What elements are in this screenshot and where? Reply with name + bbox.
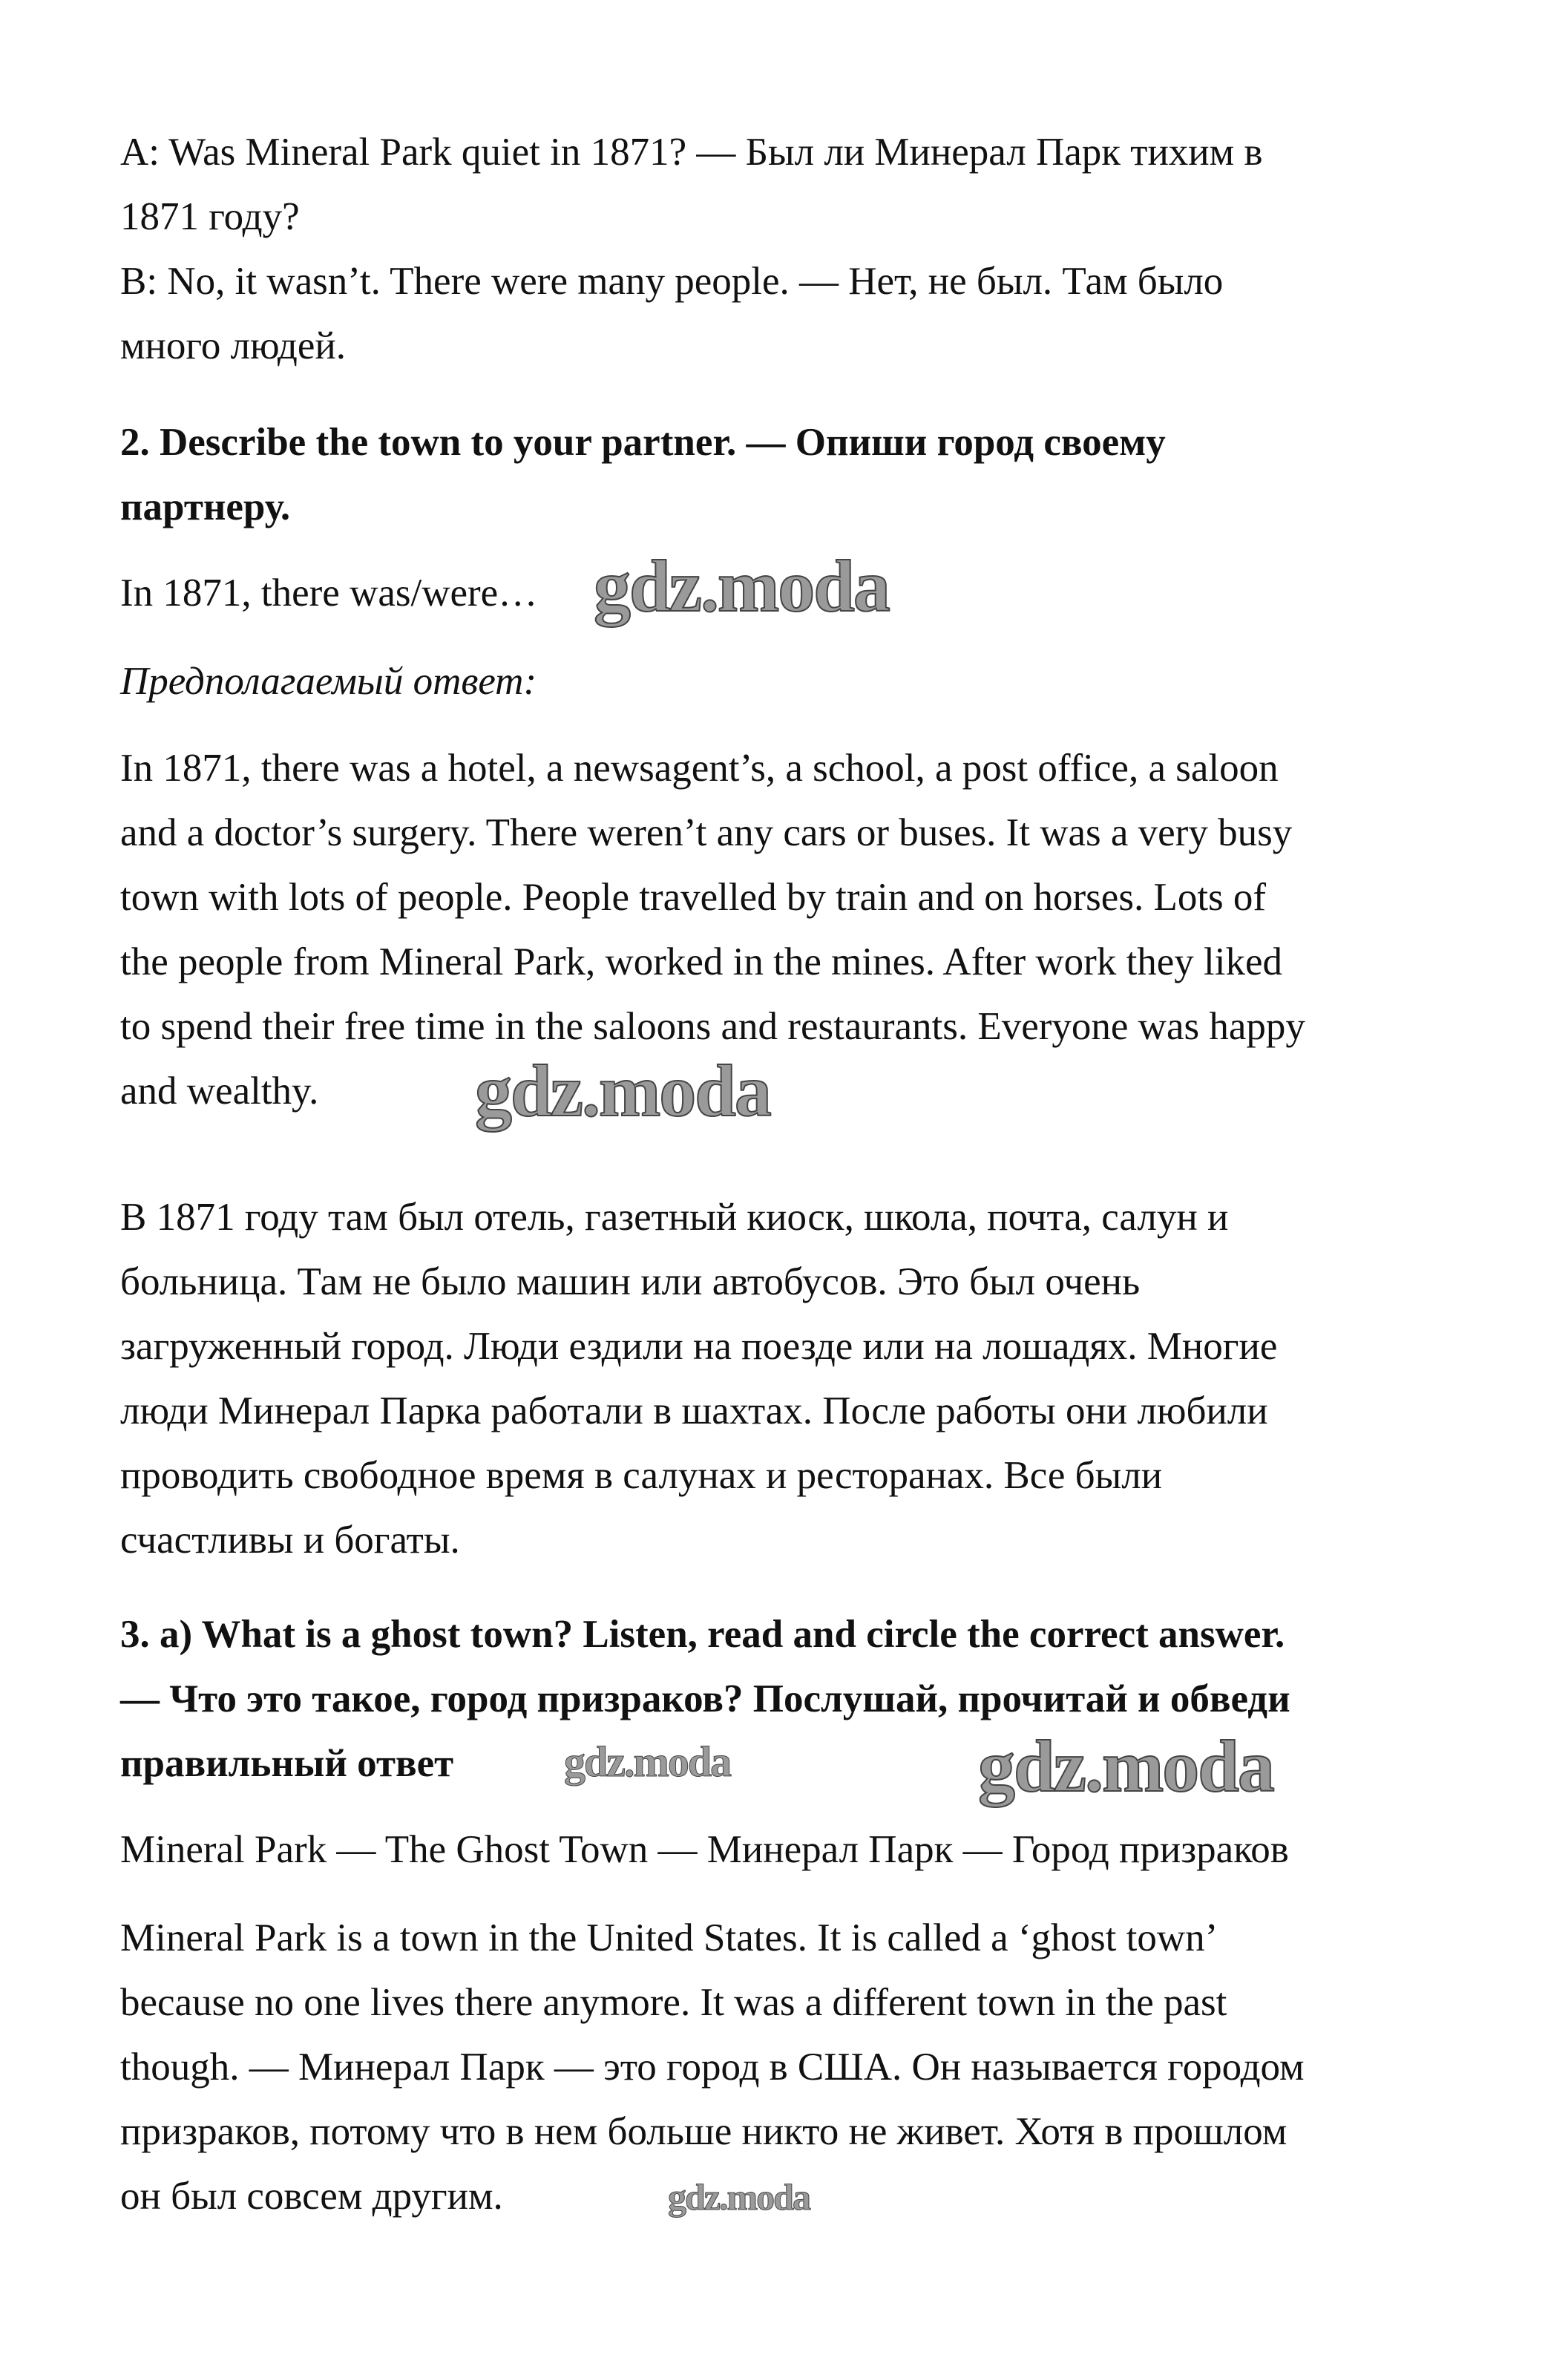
- task3-title: Mineral Park — The Ghost Town — Минерал Парк — Город призраков: [120, 1828, 1289, 1871]
- text-line: призраков, потому что в нем больше никто не живет. Хотя в прошлом: [120, 2110, 1287, 2153]
- dialogue-line: 1871 году?: [120, 195, 300, 238]
- dialogue-line: A: Was Mineral Park quiet in 1871? — Был ли Минерал Парк тихим в: [120, 131, 1263, 174]
- text-line: В 1871 году там был отель, газетный киоск, школа, почта, салун и: [120, 1196, 1229, 1239]
- task2-prompt: In 1871, there was/were…: [120, 572, 538, 615]
- text-line: он был совсем другим.: [120, 2175, 503, 2218]
- text-line: больница. Там не было машин или автобусов. Это был очень: [120, 1260, 1141, 1303]
- dialogue-line: B: No, it wasn’t. There were many people. — Нет, не был. Там было: [120, 260, 1224, 303]
- heading-line: 3. a) What is a ghost town? Listen, read and circle the correct answer.: [120, 1613, 1285, 1656]
- heading-line: партнеру.: [120, 485, 291, 528]
- text-line: and wealthy.: [120, 1070, 319, 1113]
- heading-line: 2. Describe the town to your partner. — Опиши город своему: [120, 421, 1166, 464]
- watermark: gdz.moda: [668, 2176, 810, 2218]
- text-line: In 1871, there was a hotel, a newsagent’s, a school, a post office, a saloon: [120, 747, 1279, 790]
- heading-line: — Что это такое, город призраков? Послушай, прочитай и обведи: [120, 1677, 1290, 1720]
- text-line: though. — Минерал Парк — это город в США. Он называется городом: [120, 2046, 1305, 2089]
- dialogue: [120, 120, 1262, 379]
- answer-label: Предполагаемый ответ:: [120, 660, 537, 703]
- text-line: загруженный город. Люди ездили на поезде или на лошадях. Многие: [120, 1325, 1278, 1368]
- text-line: because no one lives there anymore. It was a different town in the past: [120, 1981, 1227, 2024]
- text-line: счастливы и богаты.: [120, 1519, 460, 1562]
- answer-russian: [120, 1185, 1277, 1573]
- text-line: люди Минерал Парка работали в шахтах. После работы они любили: [120, 1389, 1268, 1432]
- watermark: gdz.moda: [978, 1725, 1273, 1807]
- text-line: to spend their free time in the saloons and restaurants. Everyone was happy: [120, 1005, 1305, 1048]
- watermark: gdz.moda: [594, 545, 889, 627]
- dialogue-line: много людей.: [120, 324, 347, 367]
- text-line: and a doctor’s surgery. There weren’t any cars or buses. It was a very busy: [120, 811, 1293, 854]
- watermark: gdz.moda: [475, 1049, 770, 1132]
- text-line: the people from Mineral Park, worked in the mines. After work they liked: [120, 940, 1283, 983]
- text-line: Mineral Park is a town in the United States. It is called a ‘ghost town’: [120, 1916, 1218, 1959]
- text-line: town with lots of people. People travelled by train and on horses. Lots of: [120, 876, 1267, 919]
- text-line: проводить свободное время в салунах и ресторанах. Все были: [120, 1454, 1163, 1497]
- task2-heading: [120, 410, 1166, 540]
- heading-line: правильный ответ: [120, 1742, 454, 1785]
- watermark: gdz.moda: [564, 1738, 731, 1786]
